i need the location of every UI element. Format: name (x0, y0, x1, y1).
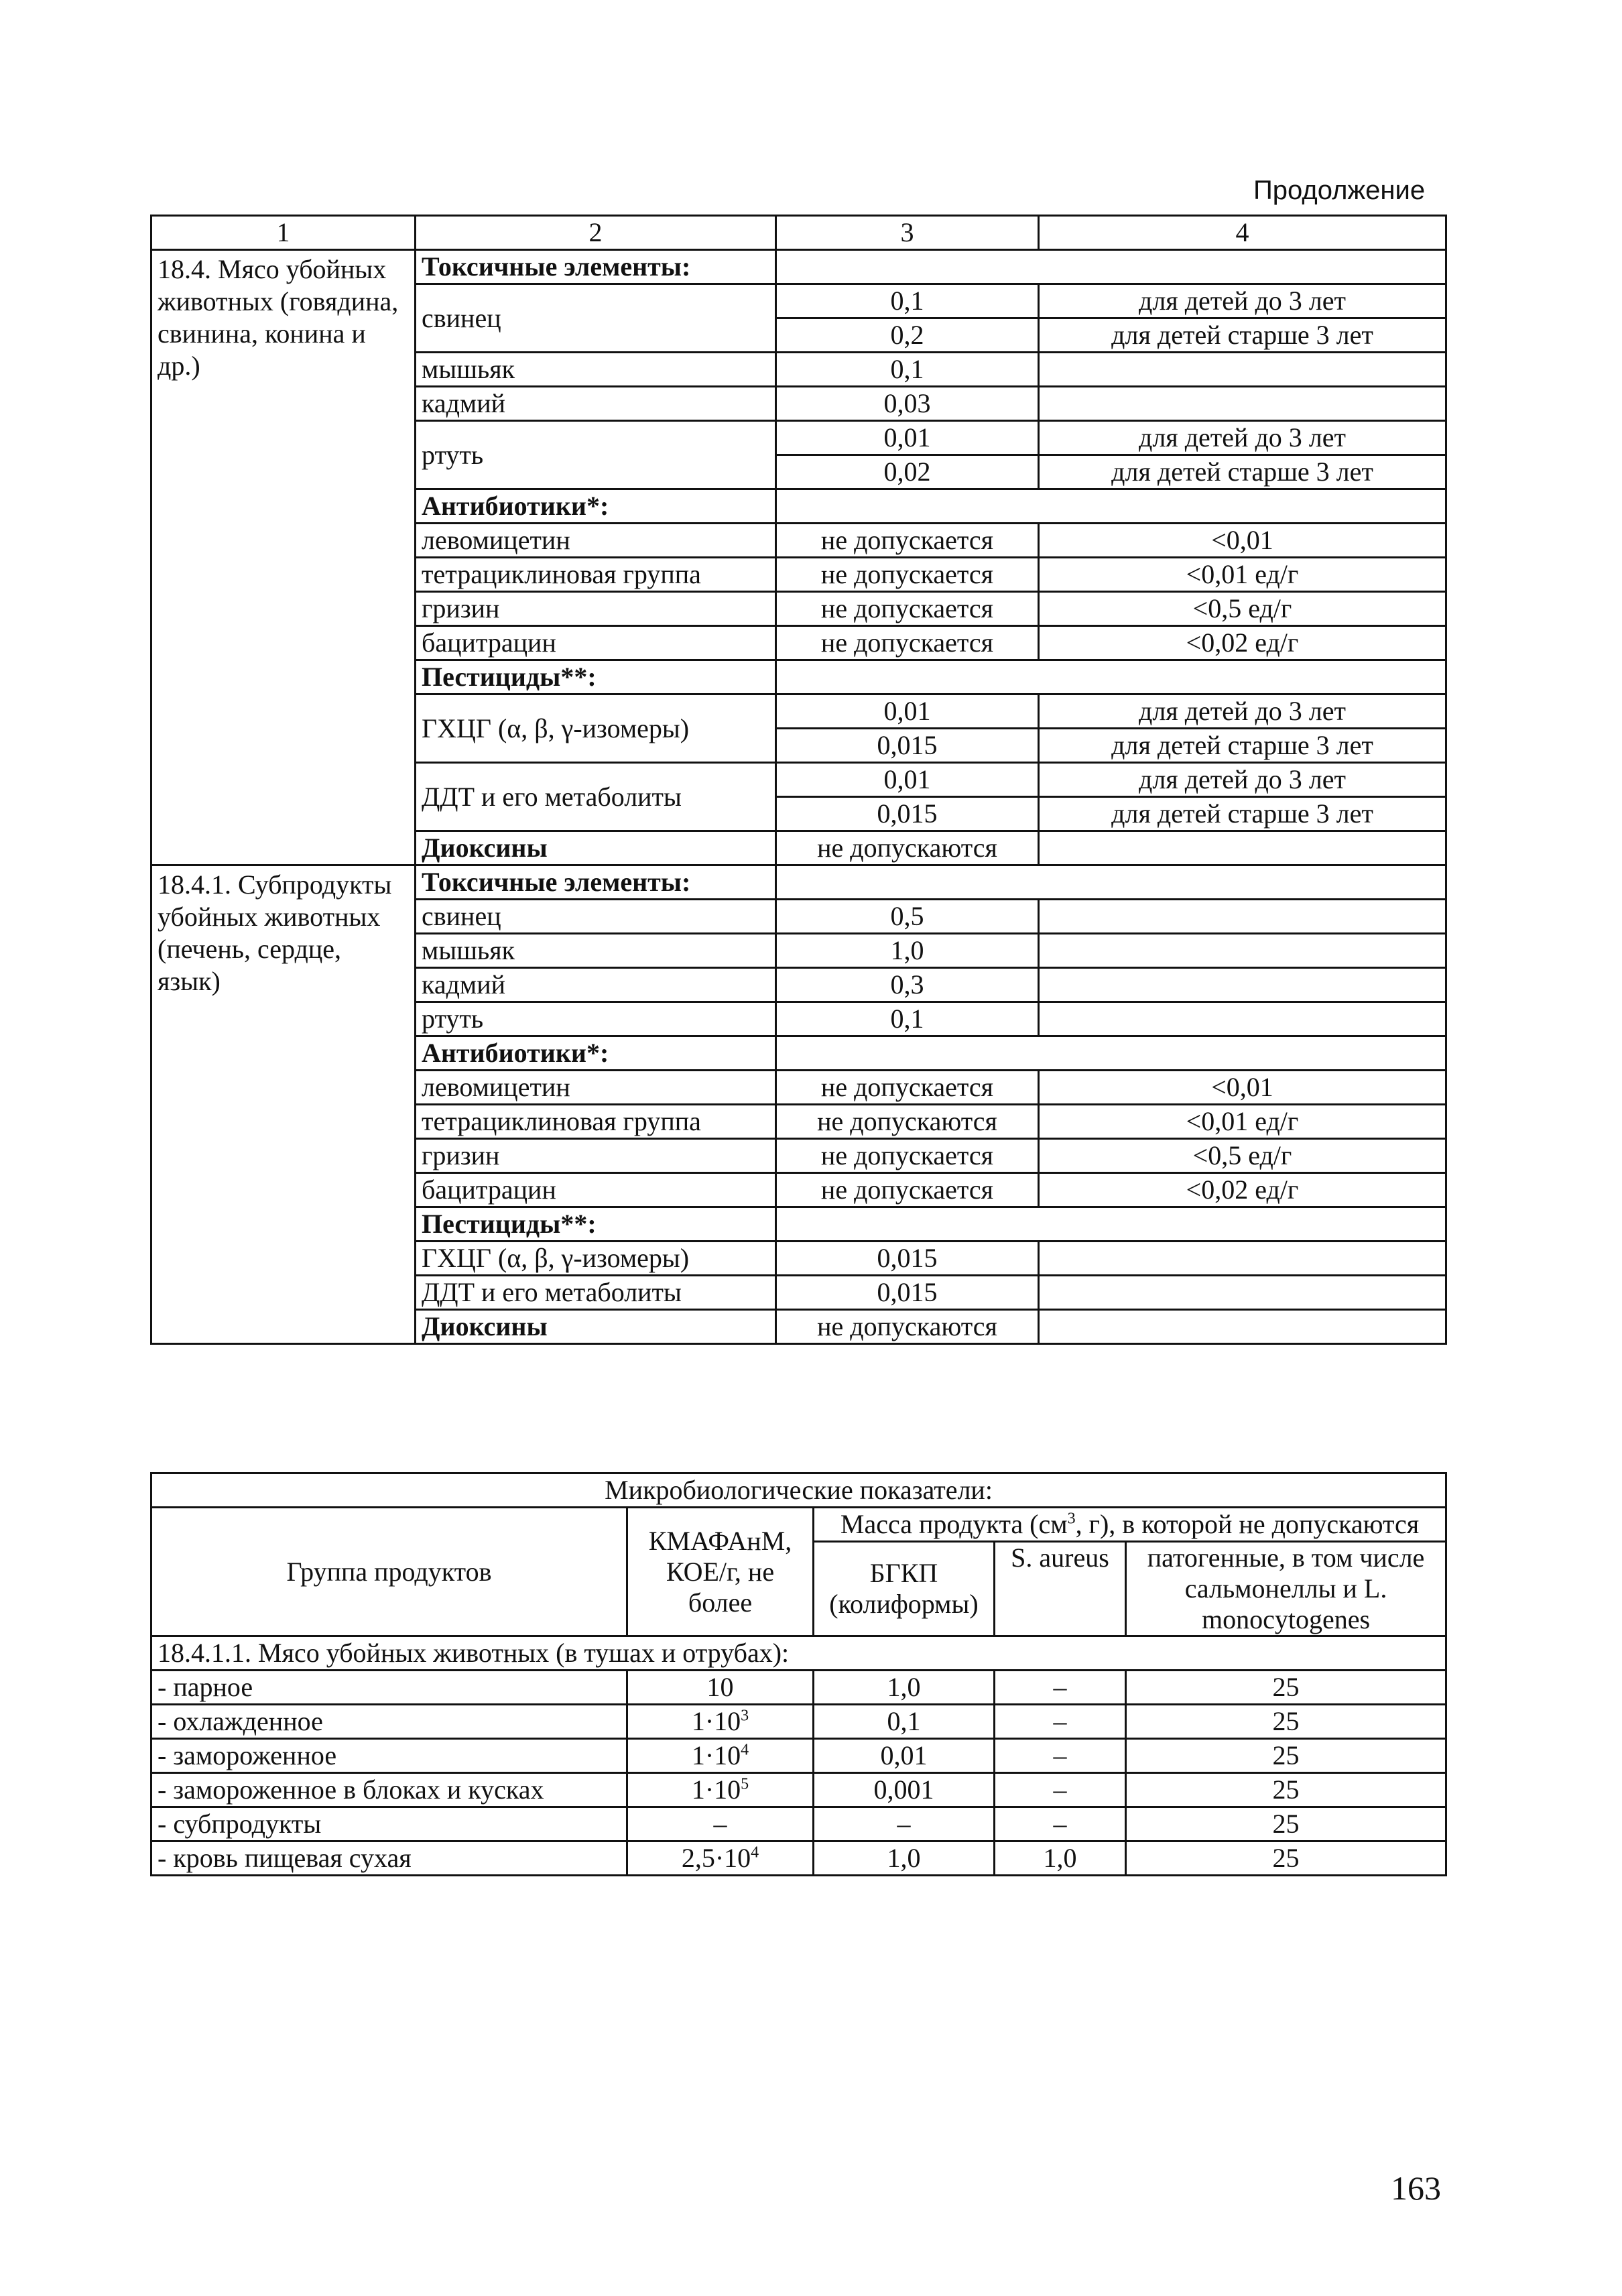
col-mass-header: Масса продукта ($см^3$, г), в которой не допускаются (814, 1508, 1446, 1542)
product-name: - замороженное в блоках и кусках (151, 1773, 627, 1807)
value-cell: не допускается (776, 1071, 1039, 1105)
indicator-name: гризин (416, 1139, 776, 1173)
value-cell: 0,015 (776, 729, 1039, 763)
note-cell: <0,01 (1039, 524, 1446, 558)
col-patho-header: патогенные, в том числе сальмонеллы и L. monocytogenes (1126, 1542, 1446, 1636)
kmafanm-value: 1·10 (691, 1740, 741, 1770)
kmafanm-cell (627, 1841, 814, 1876)
bgkp-cell: – (814, 1807, 995, 1841)
patho-cell: 25 (1126, 1841, 1446, 1876)
kmafanm-exponent: 4 (751, 1844, 759, 1862)
empty-cell (776, 660, 1446, 694)
column-number-header: 1 (151, 216, 416, 250)
value-cell: 0,01 (776, 763, 1039, 797)
section-title: Пестициды**: (416, 660, 776, 694)
value-cell: 0,03 (776, 387, 1039, 421)
kmafanm-value: – (713, 1809, 727, 1839)
table-row (151, 1705, 1446, 1739)
note-cell: <0,01 (1039, 1071, 1446, 1105)
note-cell: для детей старше 3 лет (1039, 797, 1446, 831)
saureus-cell: – (995, 1705, 1126, 1739)
value-cell: не допускается (776, 626, 1039, 660)
product-name: - кровь пищевая сухая (151, 1841, 627, 1876)
empty-cell (776, 865, 1446, 900)
value-cell: не допускается (776, 1139, 1039, 1173)
value-cell: 0,5 (776, 900, 1039, 934)
note-cell: <0,02 ед/г (1039, 1173, 1446, 1207)
indicator-name: бацитрацин (416, 1173, 776, 1207)
value-cell: 0,01 (776, 421, 1039, 455)
saureus-cell: – (995, 1773, 1126, 1807)
table-row (151, 1671, 1446, 1705)
value-cell: 0,1 (776, 1002, 1039, 1036)
section-title: Антибиотики*: (416, 489, 776, 524)
indicator-name: ртуть (416, 421, 776, 489)
value-cell: 1,0 (776, 934, 1039, 968)
value-cell: 0,2 (776, 318, 1039, 353)
kmafanm-value: 1·10 (691, 1706, 741, 1736)
value-cell: не допускаются (776, 1310, 1039, 1344)
column-number-header: 2 (416, 216, 776, 250)
column-number-header: 3 (776, 216, 1039, 250)
value-cell: не допускается (776, 524, 1039, 558)
note-cell: для детей старше 3 лет (1039, 318, 1446, 353)
note-cell: для детей до 3 лет (1039, 284, 1446, 318)
indicator-name: тетрациклиновая группа (416, 1105, 776, 1139)
kmafanm-exponent: 4 (741, 1741, 749, 1759)
note-cell: для детей до 3 лет (1039, 694, 1446, 729)
patho-cell: 25 (1126, 1705, 1446, 1739)
value-cell: 0,1 (776, 284, 1039, 318)
col-saureus-header: S. aureus (995, 1542, 1126, 1636)
value-cell: 0,015 (776, 1276, 1039, 1310)
saureus-cell: – (995, 1671, 1126, 1705)
indicator-name: левомицетин (416, 1071, 776, 1105)
kmafanm-cell (627, 1705, 814, 1739)
patho-cell: 25 (1126, 1671, 1446, 1705)
note-cell (1039, 353, 1446, 387)
note-cell: <0,01 ед/г (1039, 1105, 1446, 1139)
indicator-name: левомицетин (416, 524, 776, 558)
col-bgkp-header: БГКП (колиформы) (814, 1542, 995, 1636)
indicator-name: ГХЦГ (α, β, γ-изомеры) (416, 694, 776, 763)
section-row (151, 250, 1446, 284)
indicator-name: гризин (416, 592, 776, 626)
indicator-name: ДДТ и его метаболиты (416, 1276, 776, 1310)
note-cell (1039, 900, 1446, 934)
value-cell: не допускаются (776, 831, 1039, 865)
table-row (151, 1807, 1446, 1841)
saureus-cell: – (995, 1807, 1126, 1841)
note-cell (1039, 387, 1446, 421)
note-cell (1039, 1310, 1446, 1344)
section-title: Антибиотики*: (416, 1036, 776, 1071)
empty-cell (776, 1036, 1446, 1071)
product-name: - субпродукты (151, 1807, 627, 1841)
note-cell: для детей до 3 лет (1039, 763, 1446, 797)
kmafanm-cell (627, 1773, 814, 1807)
indicator-name: кадмий (416, 968, 776, 1002)
note-cell (1039, 1276, 1446, 1310)
table-row (151, 1841, 1446, 1876)
micro-title: Микробиологические показатели: (151, 1473, 1446, 1508)
product-group-cell: 18.4. Мясо убойных животных (говядина, свинина, конина и др.) (151, 250, 416, 865)
value-cell: 0,01 (776, 694, 1039, 729)
subgroup-row: 18.4.1.1. Мясо убойных животных (в тушах и отрубах): (151, 1636, 1446, 1671)
contaminants-table (150, 215, 1447, 1345)
kmafanm-cell (627, 1739, 814, 1773)
indicator-name: кадмий (416, 387, 776, 421)
value-cell: 0,3 (776, 968, 1039, 1002)
value-cell: 0,1 (776, 353, 1039, 387)
indicator-name: ртуть (416, 1002, 776, 1036)
patho-cell: 25 (1126, 1739, 1446, 1773)
note-cell: <0,5 ед/г (1039, 592, 1446, 626)
value-cell: не допускается (776, 1173, 1039, 1207)
indicator-name: мышьяк (416, 934, 776, 968)
product-name: - замороженное (151, 1739, 627, 1773)
empty-cell (776, 489, 1446, 524)
empty-cell (776, 1207, 1446, 1242)
patho-cell: 25 (1126, 1773, 1446, 1807)
patho-cell: 25 (1126, 1807, 1446, 1841)
note-cell (1039, 831, 1446, 865)
value-cell: не допускаются (776, 1105, 1039, 1139)
microbiology-table (150, 1472, 1447, 1876)
indicator-name: бацитрацин (416, 626, 776, 660)
note-cell: для детей старше 3 лет (1039, 729, 1446, 763)
table-row (151, 1739, 1446, 1773)
header-row (151, 216, 1446, 250)
note-cell: <0,5 ед/г (1039, 1139, 1446, 1173)
value-cell: 0,015 (776, 797, 1039, 831)
note-cell: <0,01 ед/г (1039, 558, 1446, 592)
product-name: - парное (151, 1671, 627, 1705)
value-cell: не допускается (776, 592, 1039, 626)
kmafanm-value: 1·10 (691, 1774, 741, 1805)
page-number: 163 (1391, 2169, 1441, 2207)
bgkp-cell: 0,1 (814, 1705, 995, 1739)
note-cell: для детей старше 3 лет (1039, 455, 1446, 489)
bgkp-cell: 1,0 (814, 1671, 995, 1705)
section-row (151, 865, 1446, 900)
col-group-header: Группа продуктов (151, 1508, 627, 1636)
product-name: - охлажденное (151, 1705, 627, 1739)
indicator-name: мышьяк (416, 353, 776, 387)
kmafanm-value: 10 (706, 1672, 734, 1702)
saureus-cell: 1,0 (995, 1841, 1126, 1876)
indicator-name: свинец (416, 284, 776, 353)
bgkp-cell: 0,001 (814, 1773, 995, 1807)
note-cell (1039, 1242, 1446, 1276)
kmafanm-cell (627, 1671, 814, 1705)
empty-cell (776, 250, 1446, 284)
value-cell: 0,015 (776, 1242, 1039, 1276)
note-cell: <0,02 ед/г (1039, 626, 1446, 660)
product-group-cell: 18.4.1. Субпродукты убойных животных (печень, сердце, язык) (151, 865, 416, 1344)
section-title: Пестициды**: (416, 1207, 776, 1242)
value-cell: 0,02 (776, 455, 1039, 489)
kmafanm-value: 2,5·10 (681, 1843, 751, 1873)
kmafanm-exponent: 3 (741, 1707, 749, 1725)
column-number-header: 4 (1039, 216, 1446, 250)
kmafanm-cell (627, 1807, 814, 1841)
kmafanm-exponent: 5 (741, 1775, 749, 1793)
table-row (151, 1773, 1446, 1807)
indicator-name: тетрациклиновая группа (416, 558, 776, 592)
section-title: Диоксины (416, 831, 776, 865)
col-kmafanm-header: КМАФАнМ, КОЕ/г, не более (627, 1508, 814, 1636)
note-cell: для детей до 3 лет (1039, 421, 1446, 455)
note-cell (1039, 968, 1446, 1002)
section-title: Токсичные элементы: (416, 865, 776, 900)
continued-label: Продолжение (1253, 176, 1426, 205)
section-title: Токсичные элементы: (416, 250, 776, 284)
note-cell (1039, 934, 1446, 968)
section-title: Диоксины (416, 1310, 776, 1344)
indicator-name: ГХЦГ (α, β, γ-изомеры) (416, 1242, 776, 1276)
indicator-name: ДДТ и его метаболиты (416, 763, 776, 831)
note-cell (1039, 1002, 1446, 1036)
value-cell: не допускается (776, 558, 1039, 592)
saureus-cell: – (995, 1739, 1126, 1773)
indicator-name: свинец (416, 900, 776, 934)
bgkp-cell: 0,01 (814, 1739, 995, 1773)
bgkp-cell: 1,0 (814, 1841, 995, 1876)
